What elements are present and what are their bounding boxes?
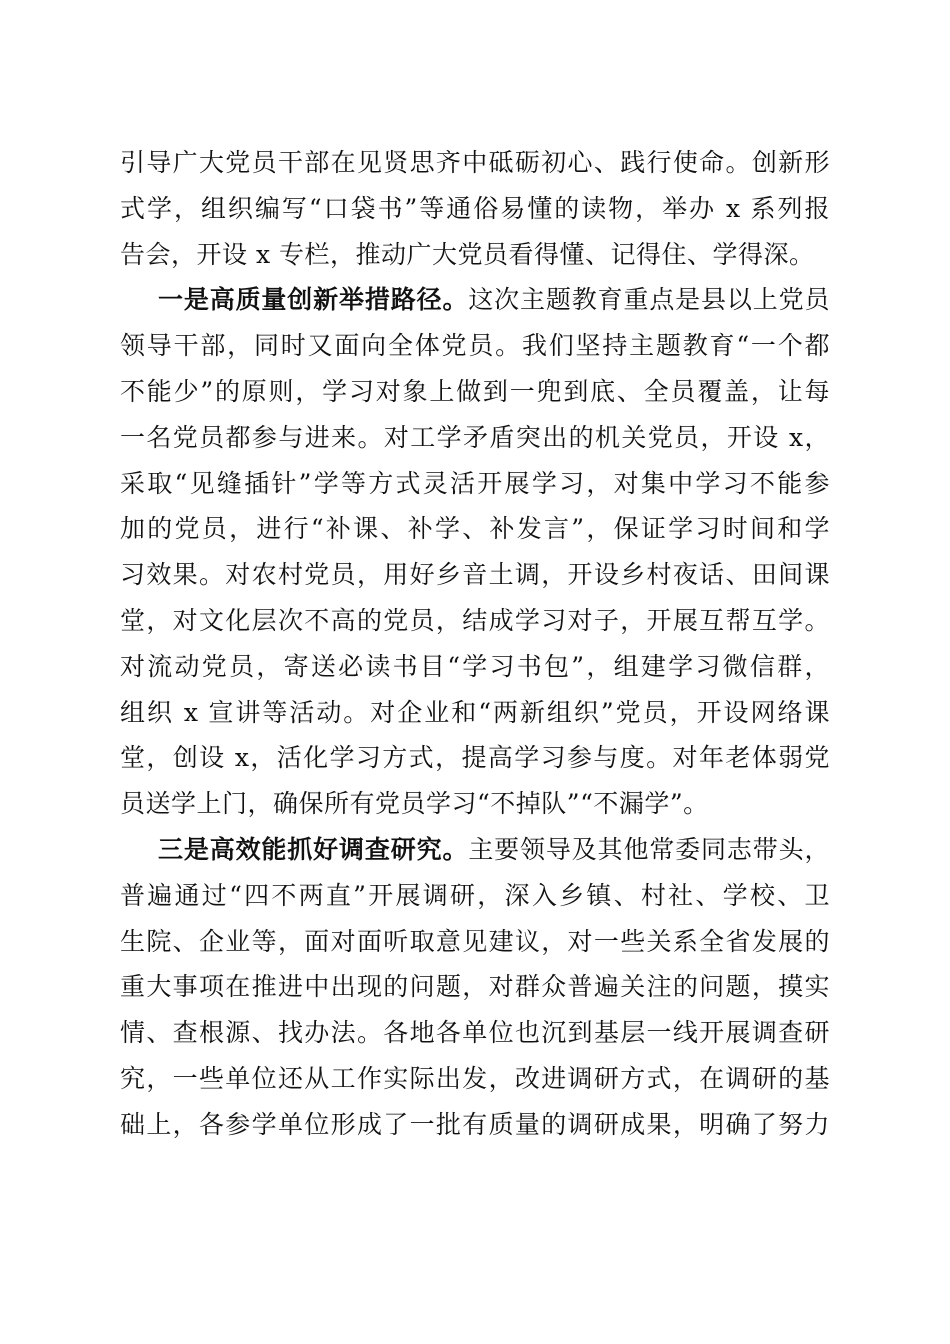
text-line: 础上，各参学单位形成了一批有质量的调研成果，明确了努力	[120, 1109, 830, 1139]
text-line	[120, 827, 830, 873]
text-line	[120, 277, 830, 323]
text-line: 一名党员都参与进来。对工学矛盾突出的机关党员，开设 x，	[120, 422, 830, 452]
text-line: 堂，对文化层次不高的党员，结成学习对子，开展互帮互学。	[120, 605, 830, 635]
text-line: 领导干部，同时又面向全体党员。我们坚持主题教育“一个都	[120, 331, 830, 361]
text-line: 引导广大党员干部在见贤思齐中砥砺初心、践行使命。创新形	[120, 148, 830, 177]
text-line: 组织 x 宣讲等活动。对企业和“两新组织”党员，开设网络课	[120, 697, 830, 727]
text-line: 情、查根源、找办法。各地各单位也沉到基层一线开展调查研	[120, 1018, 830, 1048]
text-span: 这次主题教育重点是县以上党员	[468, 285, 830, 315]
text-line: 重大事项在推进中出现的问题，对群众普遍关注的问题，摸实	[120, 972, 830, 1002]
text-line: 式学，组织编写“口袋书”等通俗易懂的读物，举办 x 系列报	[120, 193, 830, 223]
paragraph-2	[120, 277, 830, 827]
text-line: 告会，开设 x 专栏，推动广大党员看得懂、记得住、学得深。	[120, 239, 815, 269]
paragraph-lead: 一是高质量创新举措路径。	[158, 285, 469, 315]
text-line: 不能少”的原则，学习对象上做到一兜到底、全员覆盖，让每	[120, 376, 830, 406]
text-line: 采取“见缝插针”学等方式灵活开展学习，对集中学习不能参	[120, 468, 830, 498]
document-body	[120, 140, 830, 1148]
text-line: 究，一些单位还从工作实际出发，改进调研方式，在调研的基	[120, 1063, 830, 1093]
paragraph-lead: 三是高效能抓好调查研究。	[158, 834, 469, 864]
paragraph-1	[120, 140, 830, 277]
text-span: 主要领导及其他常委同志带头，	[468, 834, 830, 864]
text-line: 员送学上门，确保所有党员学习“不掉队”“不漏学”。	[120, 789, 709, 819]
text-line: 习效果。对农村党员，用好乡音土调，开设乡村夜话、田间课	[120, 560, 830, 590]
text-line: 生院、企业等，面对面听取意见建议，对一些关系全省发展的	[120, 926, 830, 956]
paragraph-3	[120, 827, 830, 1148]
text-line: 堂，创设 x，活化学习方式，提高学习参与度。对年老体弱党	[120, 743, 830, 773]
text-line: 加的党员，进行“补课、补学、补发言”，保证学习时间和学	[120, 514, 830, 544]
text-line: 对流动党员，寄送必读书目“学习书包”，组建学习微信群，	[120, 651, 830, 681]
text-line: 普遍通过“四不两直”开展调研，深入乡镇、村社、学校、卫	[120, 880, 830, 910]
